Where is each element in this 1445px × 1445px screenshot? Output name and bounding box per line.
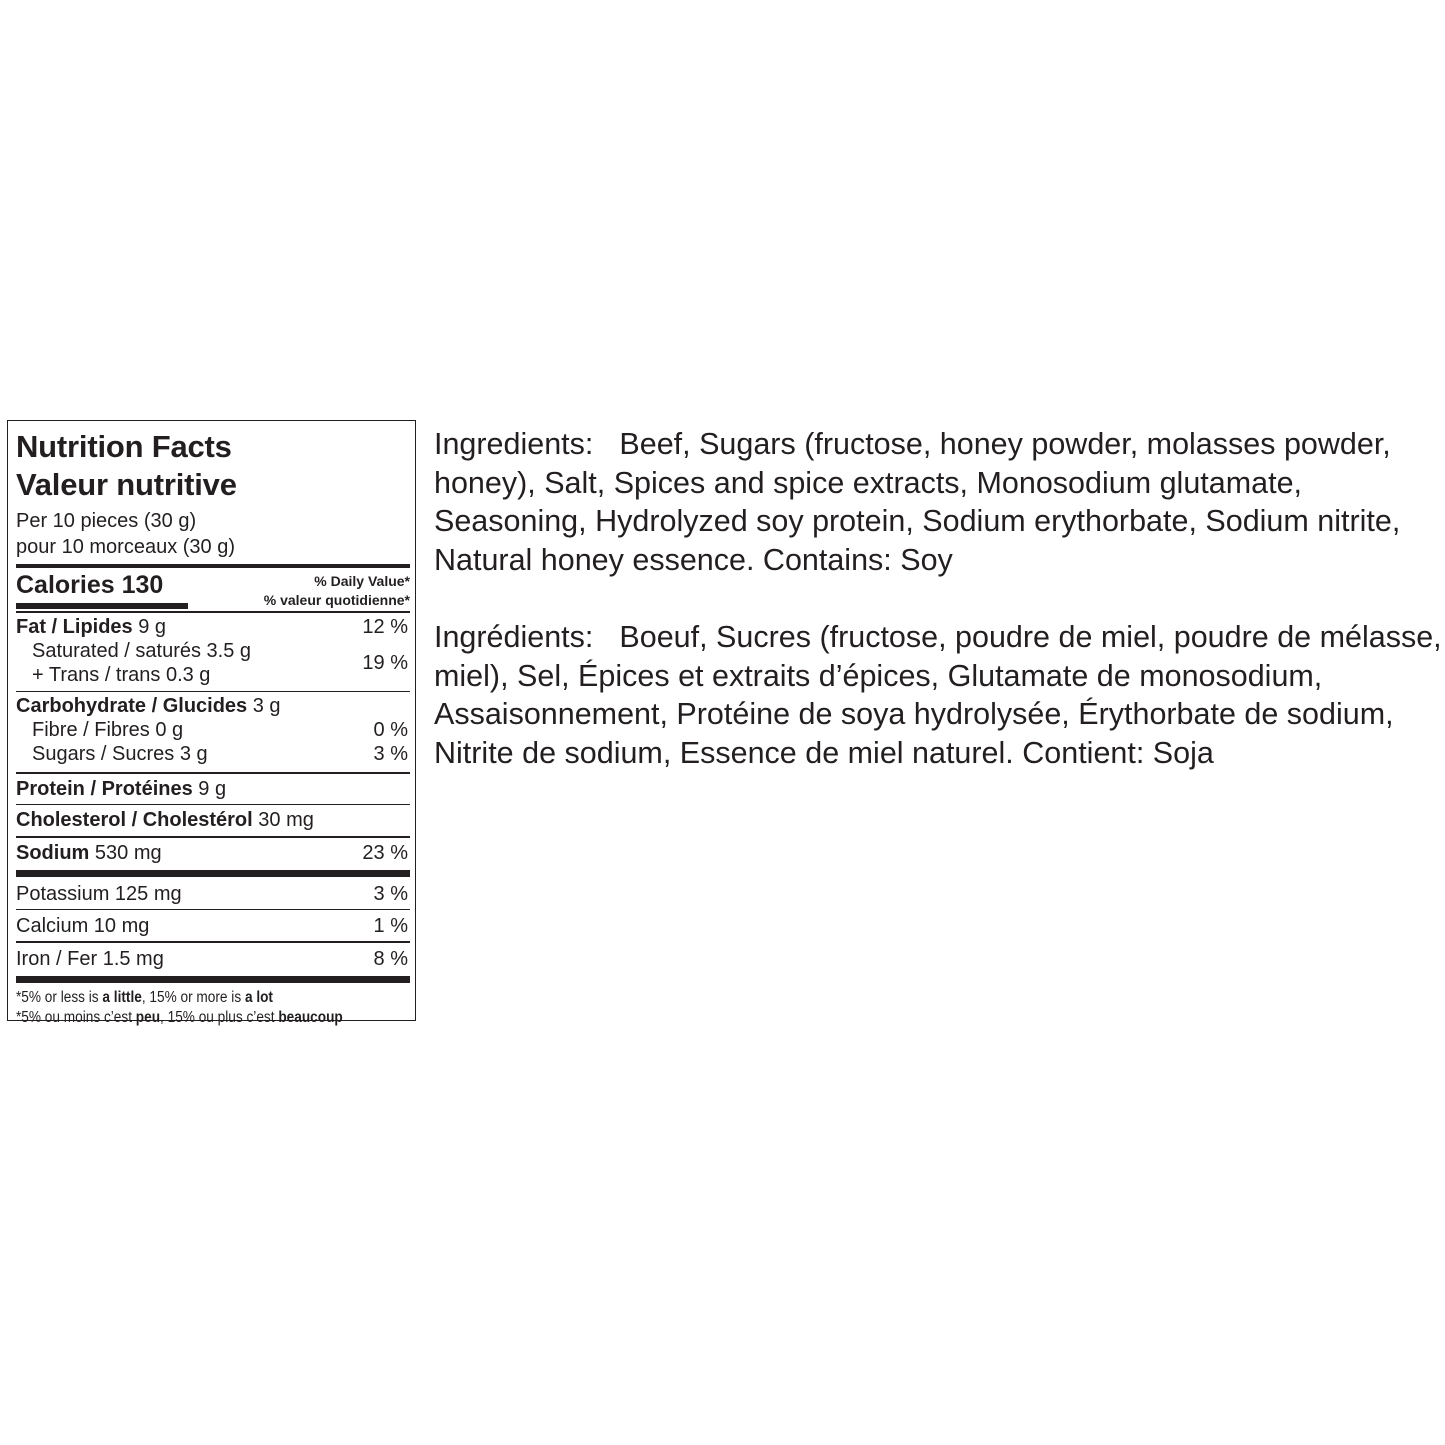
- divider-thick: [16, 976, 410, 983]
- calcium-pct: 1 %: [373, 915, 408, 937]
- fat-pct: 12 %: [362, 615, 408, 638]
- fibre-pct: 0 %: [373, 719, 408, 741]
- ingredients-fr-label: Ingrédients:: [434, 620, 594, 654]
- footnote-fr-part: *5% ou moins c’est: [16, 1008, 136, 1026]
- sugars-row: [16, 742, 410, 766]
- cholesterol-amount: 30 mg: [258, 809, 314, 831]
- fat-label: Fat / Lipides: [16, 615, 133, 638]
- sodium-amount: 530 mg: [94, 841, 162, 864]
- nutrition-title-fr: Valeur nutritive: [16, 467, 237, 502]
- footnote: [16, 988, 363, 1028]
- footnote-en-part: , 15% or more is: [141, 988, 245, 1006]
- fibre-row: [16, 718, 410, 742]
- protein-amount: 9 g: [198, 777, 227, 800]
- footnote-fr-bold: peu: [135, 1008, 161, 1026]
- footnote-en-bold: a lot: [244, 988, 273, 1006]
- daily-value-fr: % valeur quotidienne*: [263, 592, 410, 608]
- sodium-row: [16, 841, 410, 870]
- cholesterol-row: [16, 808, 410, 836]
- ingredients-en-label: Ingredients:: [434, 427, 594, 461]
- iron-text: Iron / Fer 1.5 mg: [16, 947, 164, 970]
- nutrition-facts-content: [16, 421, 410, 1028]
- ingredients-fr: [434, 618, 1444, 772]
- carbohydrate-row: [16, 694, 410, 718]
- divider: [16, 941, 410, 943]
- saturated-trans-pct: 19 %: [362, 651, 408, 674]
- saturated-text: Saturated / saturés 3.5 g: [32, 639, 252, 662]
- potassium-row: [16, 882, 410, 909]
- footnote-fr-part: , 15% ou plus c’est: [160, 1008, 279, 1026]
- calcium-row: [16, 914, 410, 941]
- divider-thick: [16, 870, 410, 877]
- nutrition-facts-table: [7, 420, 416, 1026]
- iron-pct: 8 %: [373, 947, 408, 970]
- footnote-fr: [16, 1008, 363, 1028]
- potassium-text: Potassium 125 mg: [16, 882, 182, 905]
- sodium-pct: 23 %: [362, 841, 408, 864]
- daily-value-en: % Daily Value*: [314, 573, 410, 589]
- sodium-label: Sodium: [16, 841, 90, 864]
- footnote-en-part: *5% or less is: [16, 988, 103, 1006]
- sugars-pct: 3 %: [373, 743, 408, 765]
- fat-row: [16, 615, 410, 639]
- potassium-pct: 3 %: [373, 882, 408, 905]
- fat-amount: 9 g: [138, 615, 167, 638]
- divider: [16, 909, 410, 911]
- cholesterol-label: Cholesterol / Cholestérol: [16, 809, 253, 831]
- sugars-text: Sugars / Sucres 3 g: [32, 743, 208, 765]
- protein-row: [16, 777, 410, 804]
- ingredients-en: [434, 425, 1444, 579]
- divider: [16, 691, 410, 693]
- trans-text: + Trans / trans 0.3 g: [32, 663, 211, 686]
- calories-bar: [16, 603, 188, 609]
- calories-row: [16, 568, 410, 611]
- protein-label: Protein / Protéines: [16, 777, 193, 800]
- saturated-trans-row: [16, 639, 410, 687]
- footnote-fr-bold: beaucoup: [278, 1008, 343, 1026]
- carbohydrate-label: Carbohydrate / Glucides: [16, 695, 248, 717]
- serving-size-en: Per 10 pieces (30 g): [16, 510, 197, 532]
- divider: [16, 772, 410, 774]
- footnote-en-bold: a little: [102, 988, 142, 1006]
- calcium-text: Calcium 10 mg: [16, 915, 150, 937]
- ingredients-en-text: Beef, Sugars (fructose, honey powder, molasses powder, honey), Salt, Spices and spice extracts, Monosodium glutamate, Seasoning, Hydrolyzed soy protein, Sodium erythorbate, Sodium nitrite, Natural honey essence. Contains: Soy: [434, 427, 1401, 577]
- nutrition-title-en: Nutrition Facts: [16, 429, 232, 464]
- divider: [16, 611, 410, 613]
- carbohydrate-amount: 3 g: [252, 695, 281, 717]
- divider: [16, 836, 410, 838]
- serving-size-fr: pour 10 morceaux (30 g): [16, 536, 236, 558]
- calories: Calories 130: [16, 571, 164, 599]
- ingredients-fr-text: Boeuf, Sucres (fructose, poudre de miel, poudre de mélasse, miel), Sel, Épices et extraits d’épices, Glutamate de monosodium, Assaisonnement, Protéine de soya hydrolysée, Érythorbate de sodium, Nitrite de sodium, Essence de miel naturel. Contient: Soja: [434, 620, 1442, 770]
- footnote-en: [16, 988, 363, 1008]
- daily-value-header: [264, 572, 410, 610]
- divider: [16, 804, 410, 806]
- iron-row: [16, 947, 410, 974]
- fibre-text: Fibre / Fibres 0 g: [32, 719, 184, 741]
